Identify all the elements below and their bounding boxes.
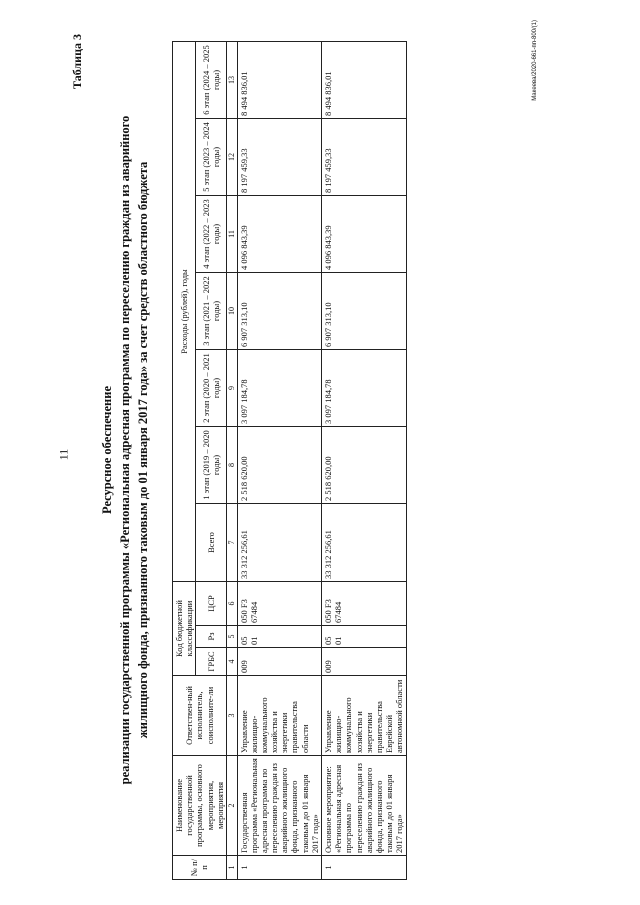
- row-stage-6: 8 494 836,01: [322, 41, 407, 118]
- row-rz: 05 01: [237, 626, 322, 648]
- col-number: 4: [226, 648, 237, 676]
- header-stage-4: 4 этап (2022 – 2023 годы): [196, 196, 227, 273]
- row-stage-2: 3 097 184,78: [237, 350, 322, 427]
- row-grbs: 009: [322, 648, 407, 676]
- row-rz: 05 01: [322, 626, 407, 648]
- header-stage-6: 6 этап (2024 – 2025 годы): [196, 41, 227, 118]
- rotated-content: [60, 20, 538, 880]
- col-number: 13: [226, 41, 237, 118]
- col-number: 12: [226, 119, 237, 196]
- title-line-1: Ресурсное обеспечение: [100, 386, 114, 515]
- col-number: 3: [226, 676, 237, 756]
- row-stage-3: 6 907 313,10: [322, 273, 407, 350]
- row-stage-5: 8 197 459,33: [237, 119, 322, 196]
- col-number: 9: [226, 350, 237, 427]
- row-stage-3: 6 907 313,10: [237, 273, 322, 350]
- row-total: 33 312 256,61: [237, 504, 322, 582]
- col-number: 6: [226, 582, 237, 626]
- row-stage-6: 8 494 836,01: [237, 41, 322, 118]
- row-executor: Управление жилищно-коммунального хозяйства и энергетики правительства области: [237, 676, 322, 756]
- table-row: [322, 41, 407, 879]
- row-num: 1: [322, 856, 407, 880]
- footer-code: Макеева/2020-661-пп-800/(1): [532, 20, 538, 101]
- header-num: № п/п: [173, 856, 227, 880]
- row-stage-4: 4 096 843,39: [237, 196, 322, 273]
- row-num: 1: [237, 856, 322, 880]
- row-grbs: 009: [237, 648, 322, 676]
- page-number: 11: [56, 448, 71, 461]
- header-total: Всего: [196, 504, 227, 582]
- row-stage-5: 8 197 459,33: [322, 119, 407, 196]
- col-number: 7: [226, 504, 237, 582]
- row-executor: Управление жилищно-коммунального хозяйства и энергетики правительства Еврейской автономной области: [322, 676, 407, 756]
- header-budget-code: Код бюджетной классификации: [173, 582, 196, 676]
- col-number: 1: [226, 856, 237, 880]
- table-row: [237, 41, 322, 879]
- header-stage-3: 3 этап (2021 – 2022 годы): [196, 273, 227, 350]
- header-grbs: ГРБС: [196, 648, 227, 676]
- title-line-2: реализации государственной программы «Региональная адресная программа по переселению граждан из аварийного: [118, 115, 133, 785]
- header-stage-5: 5 этап (2023 – 2024 годы): [196, 119, 227, 196]
- row-name: Государственная программа «Региональная адресная программа по переселению граждан из аварийного жилищного фонда, признанного таковым до 01 января 2017 года»: [237, 756, 322, 856]
- header-rz: Рз: [196, 626, 227, 648]
- resource-table: [172, 41, 407, 880]
- row-stage-1: 2 518 620,00: [322, 427, 407, 504]
- header-executor: Ответствен-ный исполнитель, соисполните-ли: [173, 676, 227, 756]
- title-line-3: жилищного фонда, признанного таковым до 01 января 2017 года» за счет средств областного бюджета: [136, 161, 151, 739]
- col-number: 2: [226, 756, 237, 856]
- col-number: 10: [226, 273, 237, 350]
- row-stage-1: 2 518 620,00: [237, 427, 322, 504]
- row-stage-2: 3 097 184,78: [322, 350, 407, 427]
- header-expenses: Расходы (рублей), годы: [173, 41, 196, 581]
- header-name: Наименование государственной программы, основного мероприятия, мероприятия: [173, 756, 227, 856]
- header-csr: ЦСР: [196, 582, 227, 626]
- row-csr: 050 F3 67484: [237, 582, 322, 626]
- col-number: 11: [226, 196, 237, 273]
- col-number: 5: [226, 626, 237, 648]
- document-title: [98, 20, 152, 880]
- table-label: Таблица 3: [70, 34, 84, 89]
- row-total: 33 312 256,61: [322, 504, 407, 582]
- row-name: Основное мероприятие: «Региональная адресная программа по переселению граждан из аварийного жилищного фонда, признанного таковым до 01 января 2017 года»: [322, 756, 407, 856]
- row-stage-4: 4 096 843,39: [322, 196, 407, 273]
- header-stage-1: 1 этап (2019 – 2020 годы): [196, 427, 227, 504]
- row-csr: 050 F3 67484: [322, 582, 407, 626]
- col-number: 8: [226, 427, 237, 504]
- header-stage-2: 2 этап (2020 – 2021 годы): [196, 350, 227, 427]
